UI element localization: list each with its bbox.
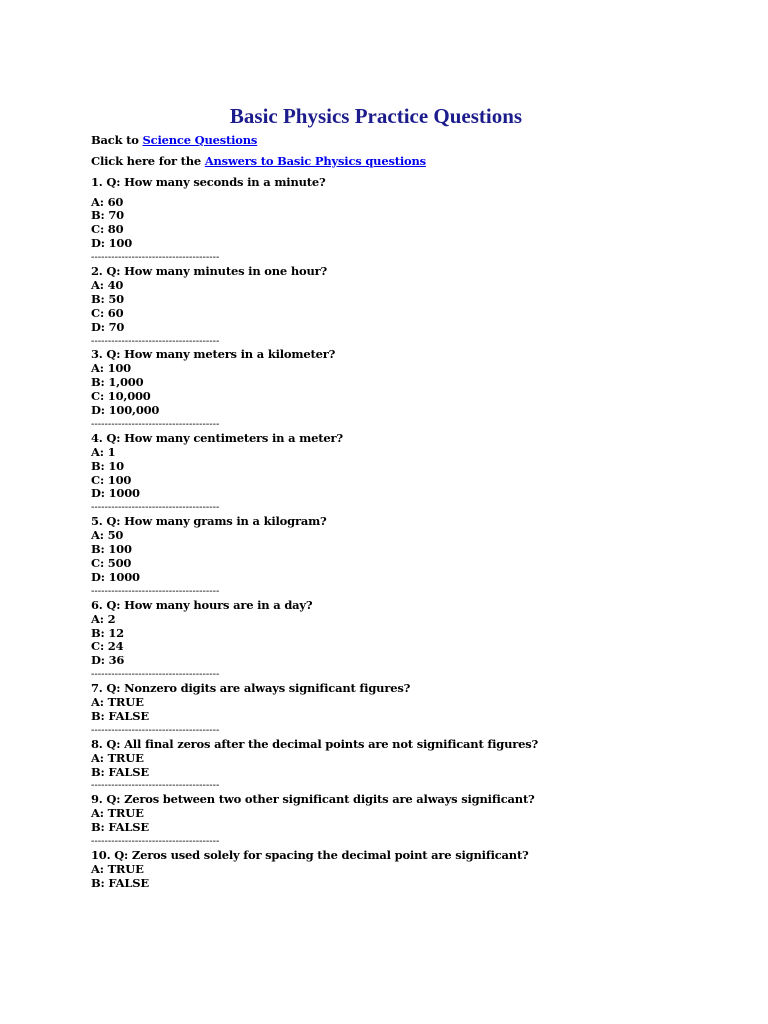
question-block	[91, 432, 711, 515]
question-text: 10. Q: Zeros used solely for spacing the decimal point are significant?	[91, 847, 529, 862]
answer-option: A: TRUE	[91, 750, 144, 765]
answer-option: D: 100	[91, 236, 133, 251]
question-block	[91, 738, 711, 794]
back-line	[91, 134, 711, 148]
question-list	[91, 176, 711, 891]
science-questions-link[interactable]: Science Questions	[142, 133, 258, 147]
answer-option: A: 2	[91, 611, 116, 626]
answers-line	[91, 155, 711, 169]
answer-option: A: 50	[91, 528, 124, 543]
answer-option: A: TRUE	[91, 861, 144, 876]
question-text: 2. Q: How many minutes in one hour?	[91, 264, 328, 279]
question-text: 9. Q: Zeros between two other significant digits are always significant?	[91, 792, 535, 807]
answer-option: B: FALSE	[91, 875, 149, 890]
answer-option: A: TRUE	[91, 695, 144, 710]
answers-link[interactable]: Answers to Basic Physics questions	[204, 153, 426, 168]
question-text: 5. Q: How many grams in a kilogram?	[91, 514, 327, 529]
question-block	[91, 348, 711, 431]
answer-option: C: 80	[91, 222, 124, 237]
separator: --------------------------------------	[91, 418, 220, 430]
separator: --------------------------------------	[91, 669, 220, 681]
separator: --------------------------------------	[91, 585, 220, 597]
answer-option: C: 24	[91, 639, 124, 654]
page-title: Basic Physics Practice Questions	[229, 104, 523, 128]
answer-option: D: 100,000	[91, 403, 160, 418]
answer-option: B: FALSE	[91, 820, 149, 835]
answer-option: D: 1000	[91, 569, 140, 584]
answer-option: C: 100	[91, 472, 132, 487]
back-prefix: Back to	[91, 133, 143, 147]
question-block	[91, 682, 711, 738]
answer-option: B: 1,000	[91, 375, 144, 390]
answer-option: A: 60	[91, 194, 124, 209]
question-block	[91, 265, 711, 348]
separator: --------------------------------------	[91, 252, 220, 264]
separator: --------------------------------------	[91, 502, 220, 514]
question-block	[91, 793, 711, 849]
separator: --------------------------------------	[91, 335, 220, 347]
question-block	[91, 515, 711, 598]
answer-option: D: 1000	[91, 486, 140, 501]
answer-option: C: 500	[91, 556, 132, 570]
answer-option: B: 12	[91, 625, 124, 640]
answer-option: A: 100	[91, 361, 131, 376]
question-text: 8. Q: All final zeros after the decimal points are not significant figures?	[91, 736, 539, 751]
answers-prefix: Click here for the	[91, 153, 205, 168]
question-text: 7. Q: Nonzero digits are always significant figures?	[91, 681, 411, 696]
answer-option: B: 100	[91, 542, 132, 557]
separator: --------------------------------------	[91, 780, 220, 792]
answer-option: B: FALSE	[91, 708, 149, 723]
answer-option: B: FALSE	[91, 764, 149, 779]
question-text: 4. Q: How many centimeters in a meter?	[91, 430, 343, 445]
question-block	[91, 176, 711, 265]
question-block	[91, 599, 711, 682]
question-text: 6. Q: How many hours are in a day?	[91, 597, 313, 612]
answer-option: C: 10,000	[91, 389, 151, 404]
answer-option: A: 1	[91, 444, 116, 459]
content	[91, 134, 711, 891]
answer-option: A: 40	[91, 277, 124, 292]
separator: --------------------------------------	[91, 836, 220, 848]
answer-option: A: TRUE	[91, 806, 144, 821]
separator: --------------------------------------	[91, 724, 220, 736]
question-text: 1. Q: How many seconds in a minute?	[91, 174, 326, 189]
answer-option: D: 36	[91, 653, 125, 668]
answer-option: B: 50	[91, 291, 124, 306]
answer-option: D: 70	[91, 319, 125, 334]
question-block	[91, 849, 711, 891]
answer-option: B: 70	[91, 208, 124, 223]
answer-option: B: 10	[91, 458, 124, 473]
answer-option: C: 60	[91, 305, 124, 320]
question-text: 3. Q: How many meters in a kilometer?	[91, 347, 336, 362]
